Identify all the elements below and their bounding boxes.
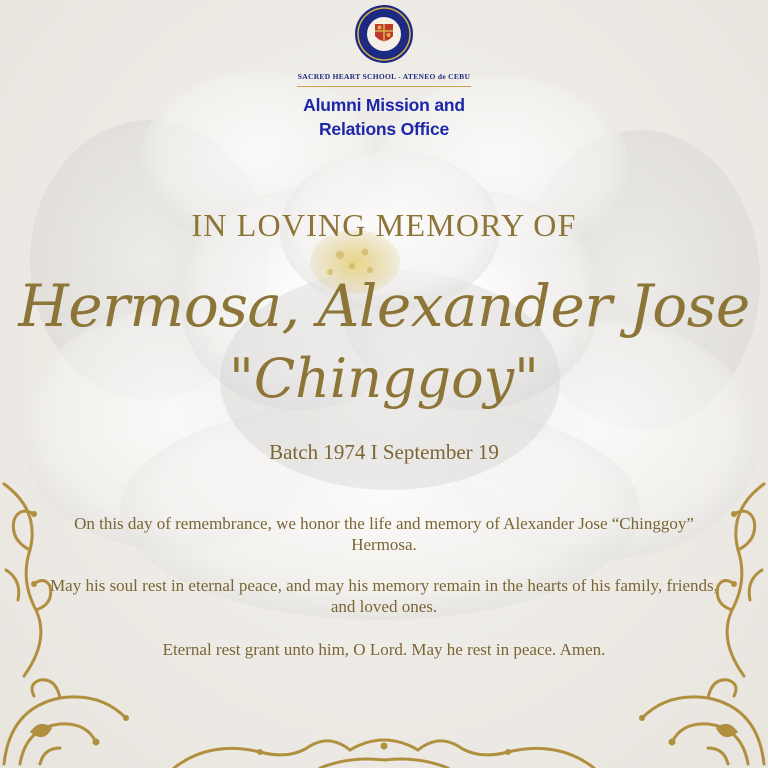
school-divider [297,86,471,87]
message-paragraph-2: May his soul rest in eternal peace, and may his memory remain in the hearts of his family, friends, and loved ones. [50,576,718,616]
school-seal-icon [354,4,414,64]
gold-filigree-icon [708,480,768,680]
memorial-title: IN LOVING MEMORY OF [191,207,577,243]
office-name [0,93,768,141]
gold-filigree-icon [0,668,130,768]
batch-date: Batch 1974 I September 19 [269,440,499,464]
deceased-name: Hermosa, Alexander Jose [18,272,750,340]
gold-filigree-icon [170,732,598,768]
office-line-2: Relations Office [318,119,450,139]
deceased-nickname: "Chinggoy" [229,347,539,410]
school-name: SACRED HEART SCHOOL - ATENEO de CEBU [297,72,471,81]
gold-filigree-icon [638,668,768,768]
message-paragraph-3: Eternal rest grant unto him, O Lord. May he rest in peace. Amen. [162,640,606,659]
office-line-1: Alumni Mission and [303,95,465,115]
message-paragraph-1: On this day of remembrance, we honor the life and memory of Alexander Jose “Chinggoy” Hermosa. [74,514,694,554]
gold-filigree-icon [0,480,60,680]
